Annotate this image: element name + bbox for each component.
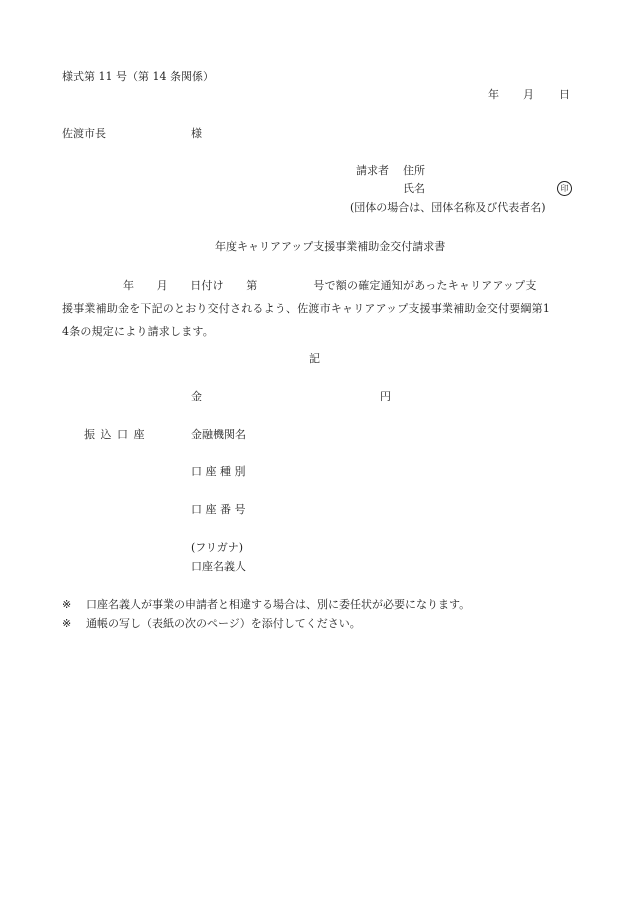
form-number: 様式第 11 号（第 14 条関係） <box>62 70 214 83</box>
furigana-label: (フリガナ) <box>191 541 244 554</box>
addressee-name: 佐渡市長 <box>62 127 106 140</box>
note-mark-2: ※ <box>62 617 72 630</box>
body-line-2: 援事業補助金を下記のとおり交付されるよう、佐渡市キャリアアップ支援事業補助金交付要綱第1 <box>62 302 551 315</box>
transfer-account-label: 振 込 口 座 <box>84 428 146 441</box>
group-note: (団体の場合は、団体名称及び代表者名) <box>350 201 546 214</box>
requester-label: 請求者 <box>356 164 389 177</box>
ki-heading: 記 <box>309 352 320 365</box>
date-year: 年 <box>488 88 499 101</box>
body-line-1: 年 月 日付け 第 号で額の確定通知があったキャリアアップ支 <box>123 279 537 292</box>
note-text-1: 口座名義人が事業の申請者と相違する場合は、別に委任状が必要になります。 <box>86 598 471 611</box>
seal-mark: 印 <box>557 181 572 196</box>
account-holder-label: 口座名義人 <box>191 560 246 573</box>
institution-label: 金融機関名 <box>191 428 246 441</box>
address-label: 住所 <box>403 164 425 177</box>
amount-unit: 円 <box>380 390 391 403</box>
account-number-label: 口 座 番 号 <box>191 503 246 516</box>
document-title: 年度キャリアアップ支援事業補助金交付請求書 <box>215 240 446 253</box>
date-month: 月 <box>523 88 534 101</box>
name-label: 氏名 <box>403 182 425 195</box>
date-day: 日 <box>559 88 570 101</box>
request-body <box>62 274 582 343</box>
addressee-honorific: 様 <box>191 127 202 140</box>
body-line-3: 4条の規定により請求します。 <box>62 325 214 338</box>
amount-label: 金 <box>191 390 202 403</box>
account-type-label: 口 座 種 別 <box>191 465 246 478</box>
note-mark-1: ※ <box>62 598 72 611</box>
note-text-2: 通帳の写し（表紙の次のページ）を添付してください。 <box>86 617 361 630</box>
